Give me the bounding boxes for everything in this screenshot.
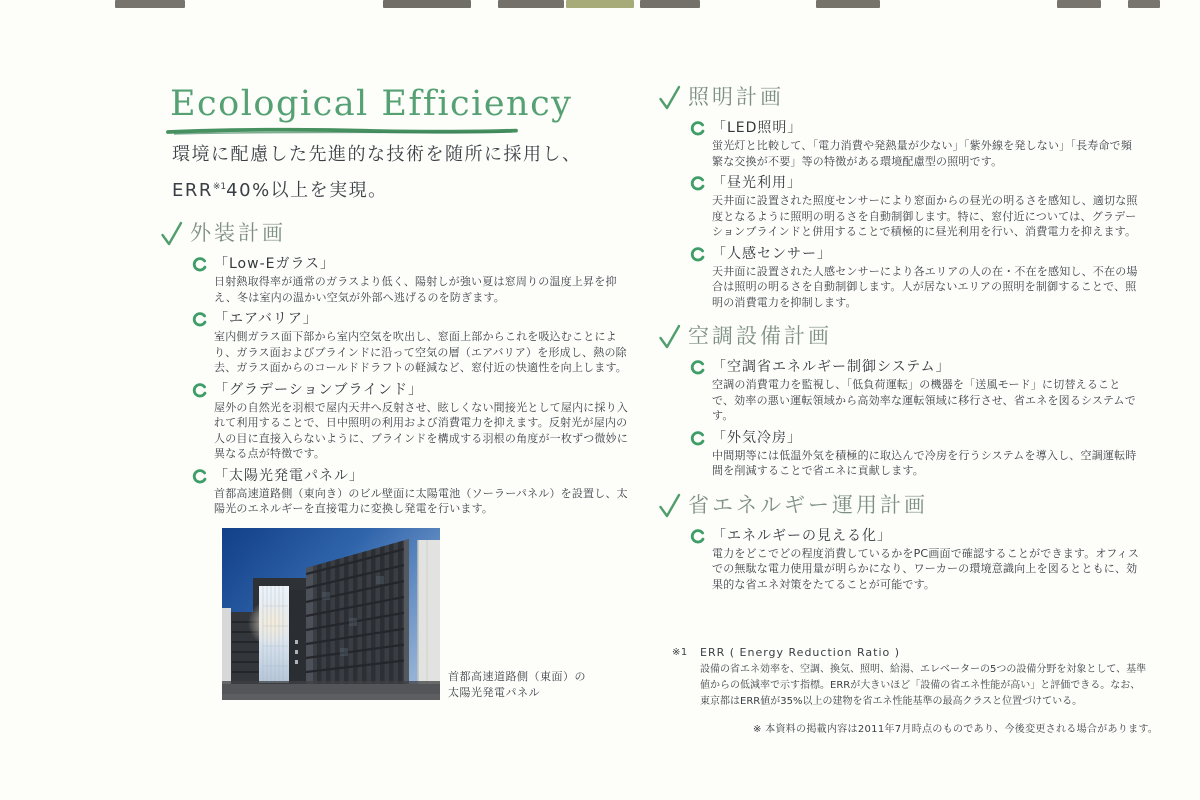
section-heading: [658, 492, 1146, 523]
feature-description: 室内側ガラス面下部から室内空気を吹出し、窓面上部からこれを吸込むことにより、ガラス面およびブラインドに沿って空気の層（エアバリア）を形成し、熱の除去、ガラス面からのコールドドラフトの軽減など、窓付近の快適性を向上します。: [214, 330, 627, 374]
feature-description: 電力をどこでどの程度消費しているかをPC画面で確認することができます。オフィスでの無駄な電力使用量が明らかになり、ワーカーの環境意識向上を図るとともに、効果的な省エネ対策をたてることが可能です。: [712, 546, 1140, 591]
err-footnote: [672, 645, 1150, 710]
figure-caption: [448, 669, 586, 701]
feature-title: 「昼光利用」: [712, 175, 802, 191]
circle-bullet-icon: [192, 383, 207, 402]
section-heading-label: 照明計画: [688, 85, 784, 109]
feature-title: 「LED照明」: [712, 120, 803, 136]
feature-description: 天井面に設置された人感センサーにより各エリアの人の在・不在を感知し、不在の場合は照明の明るさを自動制御します。人が居ないエリアの照明を制御することで、照明の消費電力を抑制します。: [712, 264, 1138, 309]
circle-bullet-icon: [690, 431, 705, 450]
err-footnote-title: ERR ( Energy Reduction Ratio ): [700, 646, 901, 659]
circle-bullet-icon: [690, 176, 705, 195]
feature-item: [192, 311, 632, 376]
feature-item: [690, 528, 1146, 593]
disclaimer-note: ※ 本資料の掲載内容は2011年7月時点のものであり、今後変更される場合があります。: [753, 724, 1159, 735]
feature-item: [690, 359, 1146, 424]
circle-bullet-icon: [690, 121, 705, 140]
footnote-marker: ※1: [672, 647, 688, 658]
feature-item: [192, 256, 632, 305]
intro-line1: 環境に配慮した先進的な技術を随所に採用し、: [172, 144, 582, 165]
section-heading-label: 省エネルギー運用計画: [688, 492, 928, 517]
section-exterior-plan: [160, 220, 632, 517]
section-heading: [658, 323, 1146, 354]
page-title: Ecological Efficiency: [170, 84, 573, 124]
circle-bullet-icon: [690, 529, 705, 548]
feature-description: 空調の消費電力を監視し、「低負荷運転」の機器を「送風モード」に切替えることで、効率の悪い運転領域から高効率な運転領域に移行させ、省エネを図るシステムです。: [712, 378, 1136, 422]
feature-title: 「エネルギーの見える化」: [712, 527, 892, 544]
feature-description: 蛍光灯と比較して、「電力消費や発熱量が少ない」「紫外線を発しない」「長寿命で頻繁な交換が不要」等の特徴がある環境配慮型の照明です。: [712, 139, 1133, 168]
feature-item: [690, 175, 1146, 240]
feature-description: 日射熱取得率が通常のガラスより低く、陽射しが強い夏は窓周りの温度上昇を抑え、冬は室内の温かい空気が外部へ逃げるのを防ぎます。: [214, 275, 617, 304]
footnote-ref: ※1: [212, 182, 227, 192]
section-heading: [658, 84, 1146, 115]
circle-bullet-icon: [690, 360, 705, 379]
feature-item: [690, 120, 1146, 169]
circle-bullet-icon: [690, 247, 705, 266]
left-column: [160, 220, 632, 530]
feature-title: 「空調省エネルギー制御システム」: [712, 359, 951, 375]
section-heading-label: 外装計画: [190, 221, 286, 245]
section-lighting-plan: [658, 84, 1146, 310]
feature-title: 「グラデーションブラインド」: [214, 381, 424, 398]
feature-item: [690, 430, 1146, 479]
feature-title: 「Low-Eガラス」: [214, 256, 336, 272]
feature-item: [192, 382, 632, 462]
feature-description: 首都高速道路側（東向き）のビル壁面に太陽電池（ソーラーパネル）を設置し、太陽光のエネルギーを直接電力に変換し発電を行います。: [214, 486, 628, 515]
building-photo: [222, 528, 440, 700]
checkmark-icon: [658, 324, 681, 354]
section-hvac-plan: [658, 323, 1146, 479]
feature-title: 「太陽光発電パネル」: [214, 467, 364, 484]
right-column: [658, 84, 1146, 605]
feature-title: 「人感センサー」: [712, 245, 832, 262]
feature-description: 屋外の自然光を羽根で屋内天井へ反射させ、眩しくない間接光として屋内に採り入れて利用することで、日中照明の利用および消費電力を抑えます。反射光が屋内の人の目に直接入らないように、ブラインドを構成する羽根の角度が一枚ずつ微妙に異なる点が特徴です。: [214, 400, 629, 460]
feature-title: 「エアバリア」: [214, 311, 318, 327]
feature-title: 「外気冷房」: [712, 429, 802, 446]
figure-caption-line2: 太陽光発電パネル: [448, 686, 540, 699]
section-heading-label: 空調設備計画: [688, 324, 832, 348]
checkmark-icon: [160, 221, 183, 251]
err-footnote-description: 設備の省エネ効率を、空調、換気、照明、給湯、エレベーターの5つの設備分野を対象として、基準値からの低減率で示す指標。ERRが大きいほど「設備の省エネ性能が高い」と評価できる。なお、東京都はERR値が35%以上の建物を省エネ性能基準の最高クラスと位置づけている。: [700, 664, 1147, 707]
checkmark-icon: [658, 493, 681, 523]
checkmark-icon: [658, 85, 681, 115]
circle-bullet-icon: [192, 312, 207, 331]
intro-line2: ERR$^{※1}$40%以上を実現。: [172, 180, 388, 201]
feature-description: 天井面に設置された照度センサーにより窓面からの昼光の明るさを感知し、適切な照度となるように照明の明るさを自動制御します。特に、窓付近については、グラデーションブラインドと併用することで積極的に昼光利用を行い、消費電力を抑えます。: [712, 194, 1138, 238]
section-energy-operation-plan: [658, 492, 1146, 593]
feature-item: [690, 246, 1146, 311]
circle-bullet-icon: [192, 257, 207, 276]
section-heading: [160, 220, 632, 251]
feature-description: 中間期等には低温外気を積極的に取込んで冷房を行うシステムを導入し、空調運転時間を削減することで省エネに貢献します。: [712, 448, 1137, 477]
circle-bullet-icon: [192, 469, 207, 488]
figure-caption-line1: 首都高速道路側（東面）の: [448, 670, 586, 683]
intro-text: [172, 138, 582, 207]
feature-item: [192, 468, 632, 517]
